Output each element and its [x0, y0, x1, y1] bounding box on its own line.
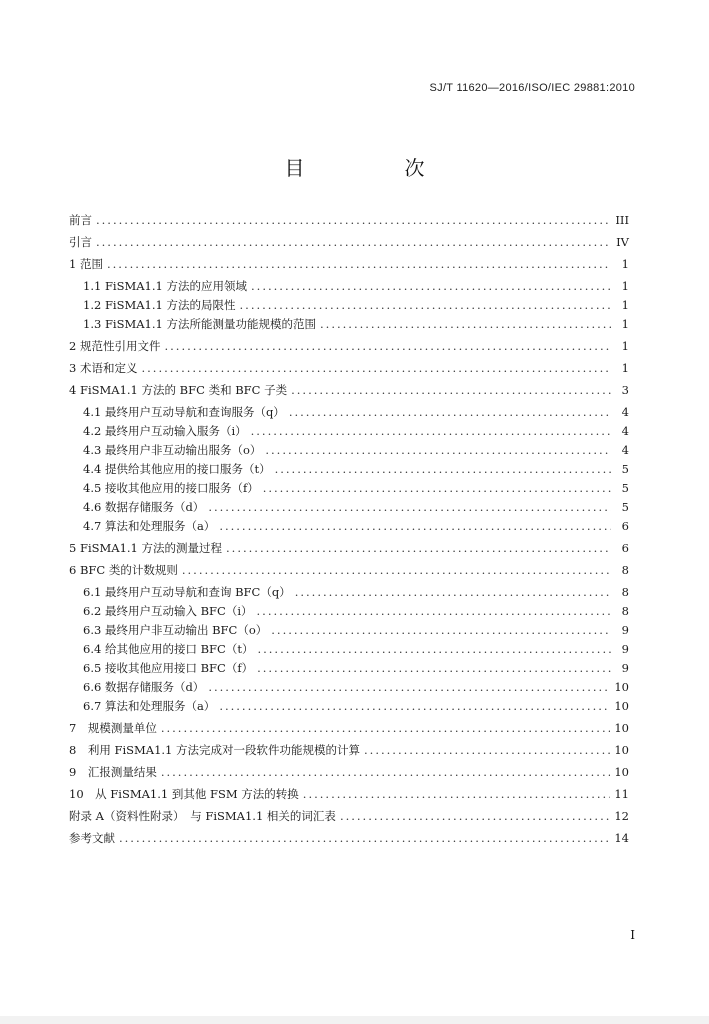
toc-entry-page: 1 [621, 257, 629, 271]
toc-dot-leader [364, 741, 610, 760]
toc-dot-leader [257, 659, 611, 678]
toc-entry[interactable] [69, 422, 629, 441]
toc-entry-label: 1.1 FiSMA1.1 方法的应用领域 [83, 279, 248, 293]
toc-dot-leader [265, 441, 611, 460]
toc-dot-leader [240, 296, 611, 315]
toc-entry-page: 14 [614, 831, 629, 845]
toc-dot-leader [289, 403, 611, 422]
table-of-contents [69, 211, 629, 848]
toc-entry[interactable] [69, 441, 629, 460]
toc-entry-label: 6.3 最终用户非互动输出 BFC（o） [83, 623, 268, 637]
toc-entry-label: 4.3 最终用户非互动输出服务（o） [83, 443, 262, 457]
toc-entry[interactable] [69, 498, 629, 517]
toc-entry-label: 4 FiSMA1.1 方法的 BFC 类和 BFC 子类 [69, 383, 288, 397]
toc-entry-page: 9 [621, 661, 629, 675]
toc-entry-label: 6.7 算法和处理服务（a） [83, 699, 216, 713]
toc-entry[interactable] [69, 561, 629, 580]
toc-entry-label: 5 FiSMA1.1 方法的测量过程 [69, 541, 223, 555]
toc-entry-label: 6.4 给其他应用的接口 BFC（t） [83, 642, 254, 656]
toc-entry[interactable] [69, 697, 629, 716]
toc-entry[interactable] [69, 233, 629, 252]
toc-entry-label: 6.1 最终用户互动导航和查询 BFC（q） [83, 585, 291, 599]
toc-entry[interactable] [69, 403, 629, 422]
toc-entry-page: 3 [621, 383, 629, 397]
toc-dot-leader [119, 829, 610, 848]
toc-entry-page: 6 [621, 519, 629, 533]
toc-entry-page: 5 [621, 481, 629, 495]
toc-dot-leader [182, 561, 611, 580]
toc-entry[interactable] [69, 719, 629, 738]
toc-entry[interactable] [69, 517, 629, 536]
toc-entry-page: 5 [621, 462, 629, 476]
toc-dot-leader [320, 315, 611, 334]
toc-entry-label: 4.7 算法和处理服务（a） [83, 519, 216, 533]
toc-entry-page: 4 [621, 405, 629, 419]
toc-dot-leader [251, 277, 611, 296]
toc-entry-page: 9 [621, 623, 629, 637]
toc-dot-leader [257, 640, 611, 659]
toc-entry-page: 10 [614, 743, 629, 757]
toc-entry-label: 6.5 接收其他应用接口 BFC（f） [83, 661, 254, 675]
toc-entry[interactable] [69, 337, 629, 356]
toc-dot-leader [107, 255, 611, 274]
toc-entry-label: 6.6 数据存储服务（d） [83, 680, 205, 694]
scan-bottom-edge [0, 1016, 709, 1024]
toc-entry-label: 9 汇报测量结果 [69, 765, 157, 779]
toc-entry[interactable] [69, 678, 629, 697]
toc-entry[interactable] [69, 763, 629, 782]
toc-entry-page: 8 [621, 563, 629, 577]
toc-entry-label: 4.6 数据存储服务（d） [83, 500, 205, 514]
page-number: I [630, 928, 635, 942]
toc-dot-leader [219, 697, 610, 716]
toc-entry-label: 10 从 FiSMA1.1 到其他 FSM 方法的转换 [69, 787, 299, 801]
toc-dot-leader [251, 422, 611, 441]
toc-dot-leader [226, 539, 611, 558]
toc-entry[interactable] [69, 255, 629, 274]
toc-entry-label: 4.2 最终用户互动输入服务（i） [83, 424, 247, 438]
toc-entry-label: 引言 [69, 235, 92, 249]
toc-entry-page: 8 [621, 604, 629, 618]
toc-dot-leader [208, 498, 611, 517]
toc-entry-page: 4 [621, 443, 629, 457]
toc-dot-leader [161, 719, 611, 738]
toc-entry-page: 6 [621, 541, 629, 555]
toc-entry-label: 附录 A（资料性附录） 与 FiSMA1.1 相关的词汇表 [69, 809, 336, 823]
toc-entry-page: 1 [621, 279, 629, 293]
toc-dot-leader [141, 359, 611, 378]
toc-entry-label: 前言 [69, 213, 92, 227]
toc-entry-page: 10 [614, 680, 629, 694]
toc-dot-leader [164, 337, 611, 356]
toc-entry-label: 1 范围 [69, 257, 103, 271]
toc-entry-page: 1 [621, 339, 629, 353]
toc-entry[interactable] [69, 479, 629, 498]
toc-dot-leader [291, 381, 611, 400]
toc-entry-page: 1 [621, 298, 629, 312]
toc-entry-label: 3 术语和定义 [69, 361, 138, 375]
toc-entry[interactable] [69, 583, 629, 602]
toc-dot-leader [96, 211, 611, 230]
toc-entry-page: IV [616, 235, 629, 249]
toc-dot-leader [219, 517, 611, 536]
toc-entry[interactable] [69, 785, 629, 804]
toc-entry-label: 参考文献 [69, 831, 115, 845]
toc-entry-page: 10 [614, 699, 629, 713]
toc-dot-leader [303, 785, 611, 804]
toc-entry-page: 10 [614, 765, 629, 779]
toc-entry-label: 2 规范性引用文件 [69, 339, 161, 353]
toc-dot-leader [96, 233, 611, 252]
toc-entry-label: 1.2 FiSMA1.1 方法的局限性 [83, 298, 236, 312]
toc-entry-page: 1 [621, 317, 629, 331]
toc-entry-label: 6 BFC 类的计数规则 [69, 563, 178, 577]
toc-dot-leader [340, 807, 610, 826]
toc-entry-page: 11 [614, 787, 629, 801]
toc-entry-page: 9 [621, 642, 629, 656]
toc-entry-label: 8 利用 FiSMA1.1 方法完成对一段软件功能规模的计算 [69, 743, 361, 757]
toc-entry-page: 1 [621, 361, 629, 375]
page-title: 目 次 [284, 156, 465, 180]
toc-entry-label: 4.4 提供给其他应用的接口服务（t） [83, 462, 271, 476]
toc-entry[interactable] [69, 659, 629, 678]
toc-entry-page: 4 [621, 424, 629, 438]
standard-code: SJ/T 11620—2016/ISO/IEC 29881:2010 [429, 82, 635, 94]
toc-entry-label: 7 规模测量单位 [69, 721, 157, 735]
toc-entry[interactable] [69, 829, 629, 848]
toc-entry-page: 5 [621, 500, 629, 514]
toc-dot-leader [271, 621, 611, 640]
toc-entry-label: 4.1 最终用户互动导航和查询服务（q） [83, 405, 285, 419]
toc-entry[interactable] [69, 640, 629, 659]
toc-entry[interactable] [69, 211, 629, 230]
toc-entry[interactable] [69, 296, 629, 315]
toc-entry[interactable] [69, 315, 629, 334]
toc-entry[interactable] [69, 539, 629, 558]
toc-entry[interactable] [69, 602, 629, 621]
toc-entry-label: 1.3 FiSMA1.1 方法所能测量功能规模的范围 [83, 317, 317, 331]
toc-entry[interactable] [69, 741, 629, 760]
toc-entry-page: 12 [614, 809, 629, 823]
toc-dot-leader [257, 602, 611, 621]
toc-entry-page: 10 [614, 721, 629, 735]
toc-entry-label: 4.5 接收其他应用的接口服务（f） [83, 481, 259, 495]
toc-entry-page: 8 [621, 585, 629, 599]
toc-dot-leader [161, 763, 611, 782]
toc-dot-leader [208, 678, 610, 697]
toc-entry-label: 6.2 最终用户互动输入 BFC（i） [83, 604, 253, 618]
toc-entry[interactable] [69, 621, 629, 640]
toc-dot-leader [263, 479, 611, 498]
toc-entry[interactable] [69, 807, 629, 826]
toc-entry-page: III [615, 213, 629, 227]
toc-entry[interactable] [69, 381, 629, 400]
toc-entry[interactable] [69, 277, 629, 296]
toc-entry[interactable] [69, 460, 629, 479]
toc-entry[interactable] [69, 359, 629, 378]
toc-dot-leader [275, 460, 611, 479]
toc-dot-leader [295, 583, 611, 602]
